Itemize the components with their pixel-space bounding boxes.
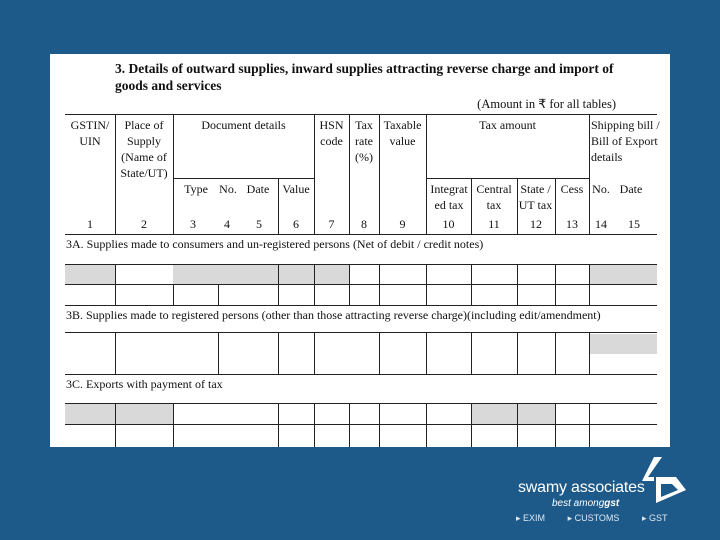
v3a-9 <box>471 264 472 305</box>
header-gstin: GSTIN/ UIN <box>70 118 110 148</box>
header-integrated-tax: Integrat ed tax <box>430 182 468 212</box>
header-hsn-code: HSN code <box>319 118 344 148</box>
v3c-6 <box>379 403 380 447</box>
header-sb-date: Date <box>619 182 643 196</box>
service-list <box>516 513 688 524</box>
v3c-1 <box>115 403 116 447</box>
service-customs: ▸ CUSTOMS <box>567 513 620 523</box>
header-tax-rate: Tax rate (%) <box>355 118 373 164</box>
header-taxable-value: Taxable value <box>383 118 422 148</box>
v3a-12 <box>589 264 590 305</box>
col-number-1: 1 <box>87 217 93 231</box>
header-central-tax: Central tax <box>476 182 512 212</box>
v3a-4 <box>278 264 279 305</box>
row-3c-rule-2 <box>65 424 657 425</box>
v3c-5 <box>349 403 350 447</box>
v3b-8 <box>517 332 518 374</box>
v3c-11 <box>589 403 590 447</box>
v3b-5 <box>379 332 380 374</box>
v3b-7 <box>471 332 472 374</box>
row-3a-rule-3 <box>65 305 657 306</box>
v3b-6 <box>426 332 427 374</box>
header-value: Value <box>282 182 310 196</box>
header-place-of-supply: Place of Supply (Name of State/UT) <box>120 118 168 180</box>
v3c-9 <box>517 403 518 447</box>
v3a-2 <box>173 284 174 305</box>
header-type: Type <box>184 182 208 196</box>
row-3b-rule-2 <box>65 374 657 375</box>
amount-note: (Amount in ₹ for all tables) <box>477 97 616 111</box>
brand-tagline: best amonggst <box>552 498 620 509</box>
row-3b-rule-1 <box>65 332 657 333</box>
section-3c-title: 3C. Exports with payment of tax <box>66 377 223 391</box>
v3b-10 <box>589 332 590 374</box>
doc-subheader-rule <box>173 178 314 179</box>
v3c-8 <box>471 403 472 447</box>
v3a-3 <box>218 284 219 305</box>
v3a-8 <box>426 264 427 305</box>
header-no: No. <box>219 182 237 196</box>
form-title: 3. Details of outward supplies, inward supplies attracting reverse charge and import of goods and services <box>115 61 614 93</box>
col-number-2: 2 <box>141 217 147 231</box>
col-number-9: 9 <box>399 217 406 231</box>
col-number-5: 5 <box>256 217 262 231</box>
company-logo <box>516 455 706 530</box>
v3c-3 <box>278 403 279 447</box>
logo-mark-icon <box>640 455 690 505</box>
shade-3b-shipping <box>589 334 657 354</box>
header-sb-no: No. <box>592 182 610 196</box>
v3b-2 <box>218 332 219 374</box>
shade-3c-gstin-place <box>65 404 173 424</box>
col-number-12: 12 <box>530 217 542 231</box>
row-3c-rule-1 <box>65 403 657 404</box>
v3c-10 <box>555 403 556 447</box>
col-line-d <box>314 114 315 234</box>
col-number-15: 15 <box>628 217 640 231</box>
col-number-14: 14 <box>595 217 607 231</box>
gst-form-document <box>50 54 670 447</box>
v3b-1 <box>115 332 116 374</box>
col-line-f <box>379 114 380 234</box>
section-3a-title: 3A. Supplies made to consumers and un-registered persons (Net of debit / credit notes) <box>66 237 484 251</box>
header-date: Date <box>246 182 270 196</box>
section-3b-title: 3B. Supplies made to registered persons (other than those attracting reverse charge)(including edit/amendment) <box>66 308 601 322</box>
col-line-k <box>589 114 590 234</box>
header-bottom-rule <box>65 234 657 235</box>
v3a-6 <box>349 264 350 305</box>
v3c-2 <box>173 403 174 447</box>
shade-3c-central-state <box>471 404 555 424</box>
v3b-3 <box>278 332 279 374</box>
shade-3a-doc <box>173 264 349 284</box>
col-number-7: 7 <box>328 217 335 231</box>
v3a-1 <box>115 264 116 305</box>
col-line-a <box>115 114 116 234</box>
v3c-4 <box>314 403 315 447</box>
v3a-10 <box>517 264 518 305</box>
row-3a-rule-2 <box>65 284 657 285</box>
v3a-11 <box>555 264 556 305</box>
col-number-11: 11 <box>488 217 500 231</box>
v3a-5 <box>314 264 315 305</box>
brand-name: swamy associates <box>518 479 645 496</box>
header-cess: Cess <box>560 182 584 196</box>
v3a-7 <box>379 264 380 305</box>
header-tax-amount: Tax amount <box>479 118 536 132</box>
col-number-13: 13 <box>566 217 578 231</box>
service-gst: ▸ GST <box>641 513 668 523</box>
service-exim: ▸ EXIM <box>516 513 546 523</box>
header-state-ut-tax: State / UT tax <box>518 182 553 212</box>
row-3a-rule-1 <box>65 264 657 265</box>
header-shipping-bill: Shipping bill / Bill of Export details <box>591 118 660 164</box>
col-number-3: 3 <box>190 217 196 231</box>
shade-3a-gstin <box>65 264 115 284</box>
col-number-4: 4 <box>224 217 230 231</box>
v3b-9 <box>555 332 556 374</box>
v3b-4 <box>314 332 315 374</box>
v3c-7 <box>426 403 427 447</box>
header-document-details: Document details <box>201 118 286 132</box>
tax-subheader-rule <box>426 178 589 179</box>
table-top-rule <box>65 114 657 115</box>
col-number-8: 8 <box>361 217 367 231</box>
col-number-6: 6 <box>293 217 299 231</box>
col-number-10: 10 <box>442 217 455 231</box>
shade-3a-shipping <box>589 264 657 284</box>
